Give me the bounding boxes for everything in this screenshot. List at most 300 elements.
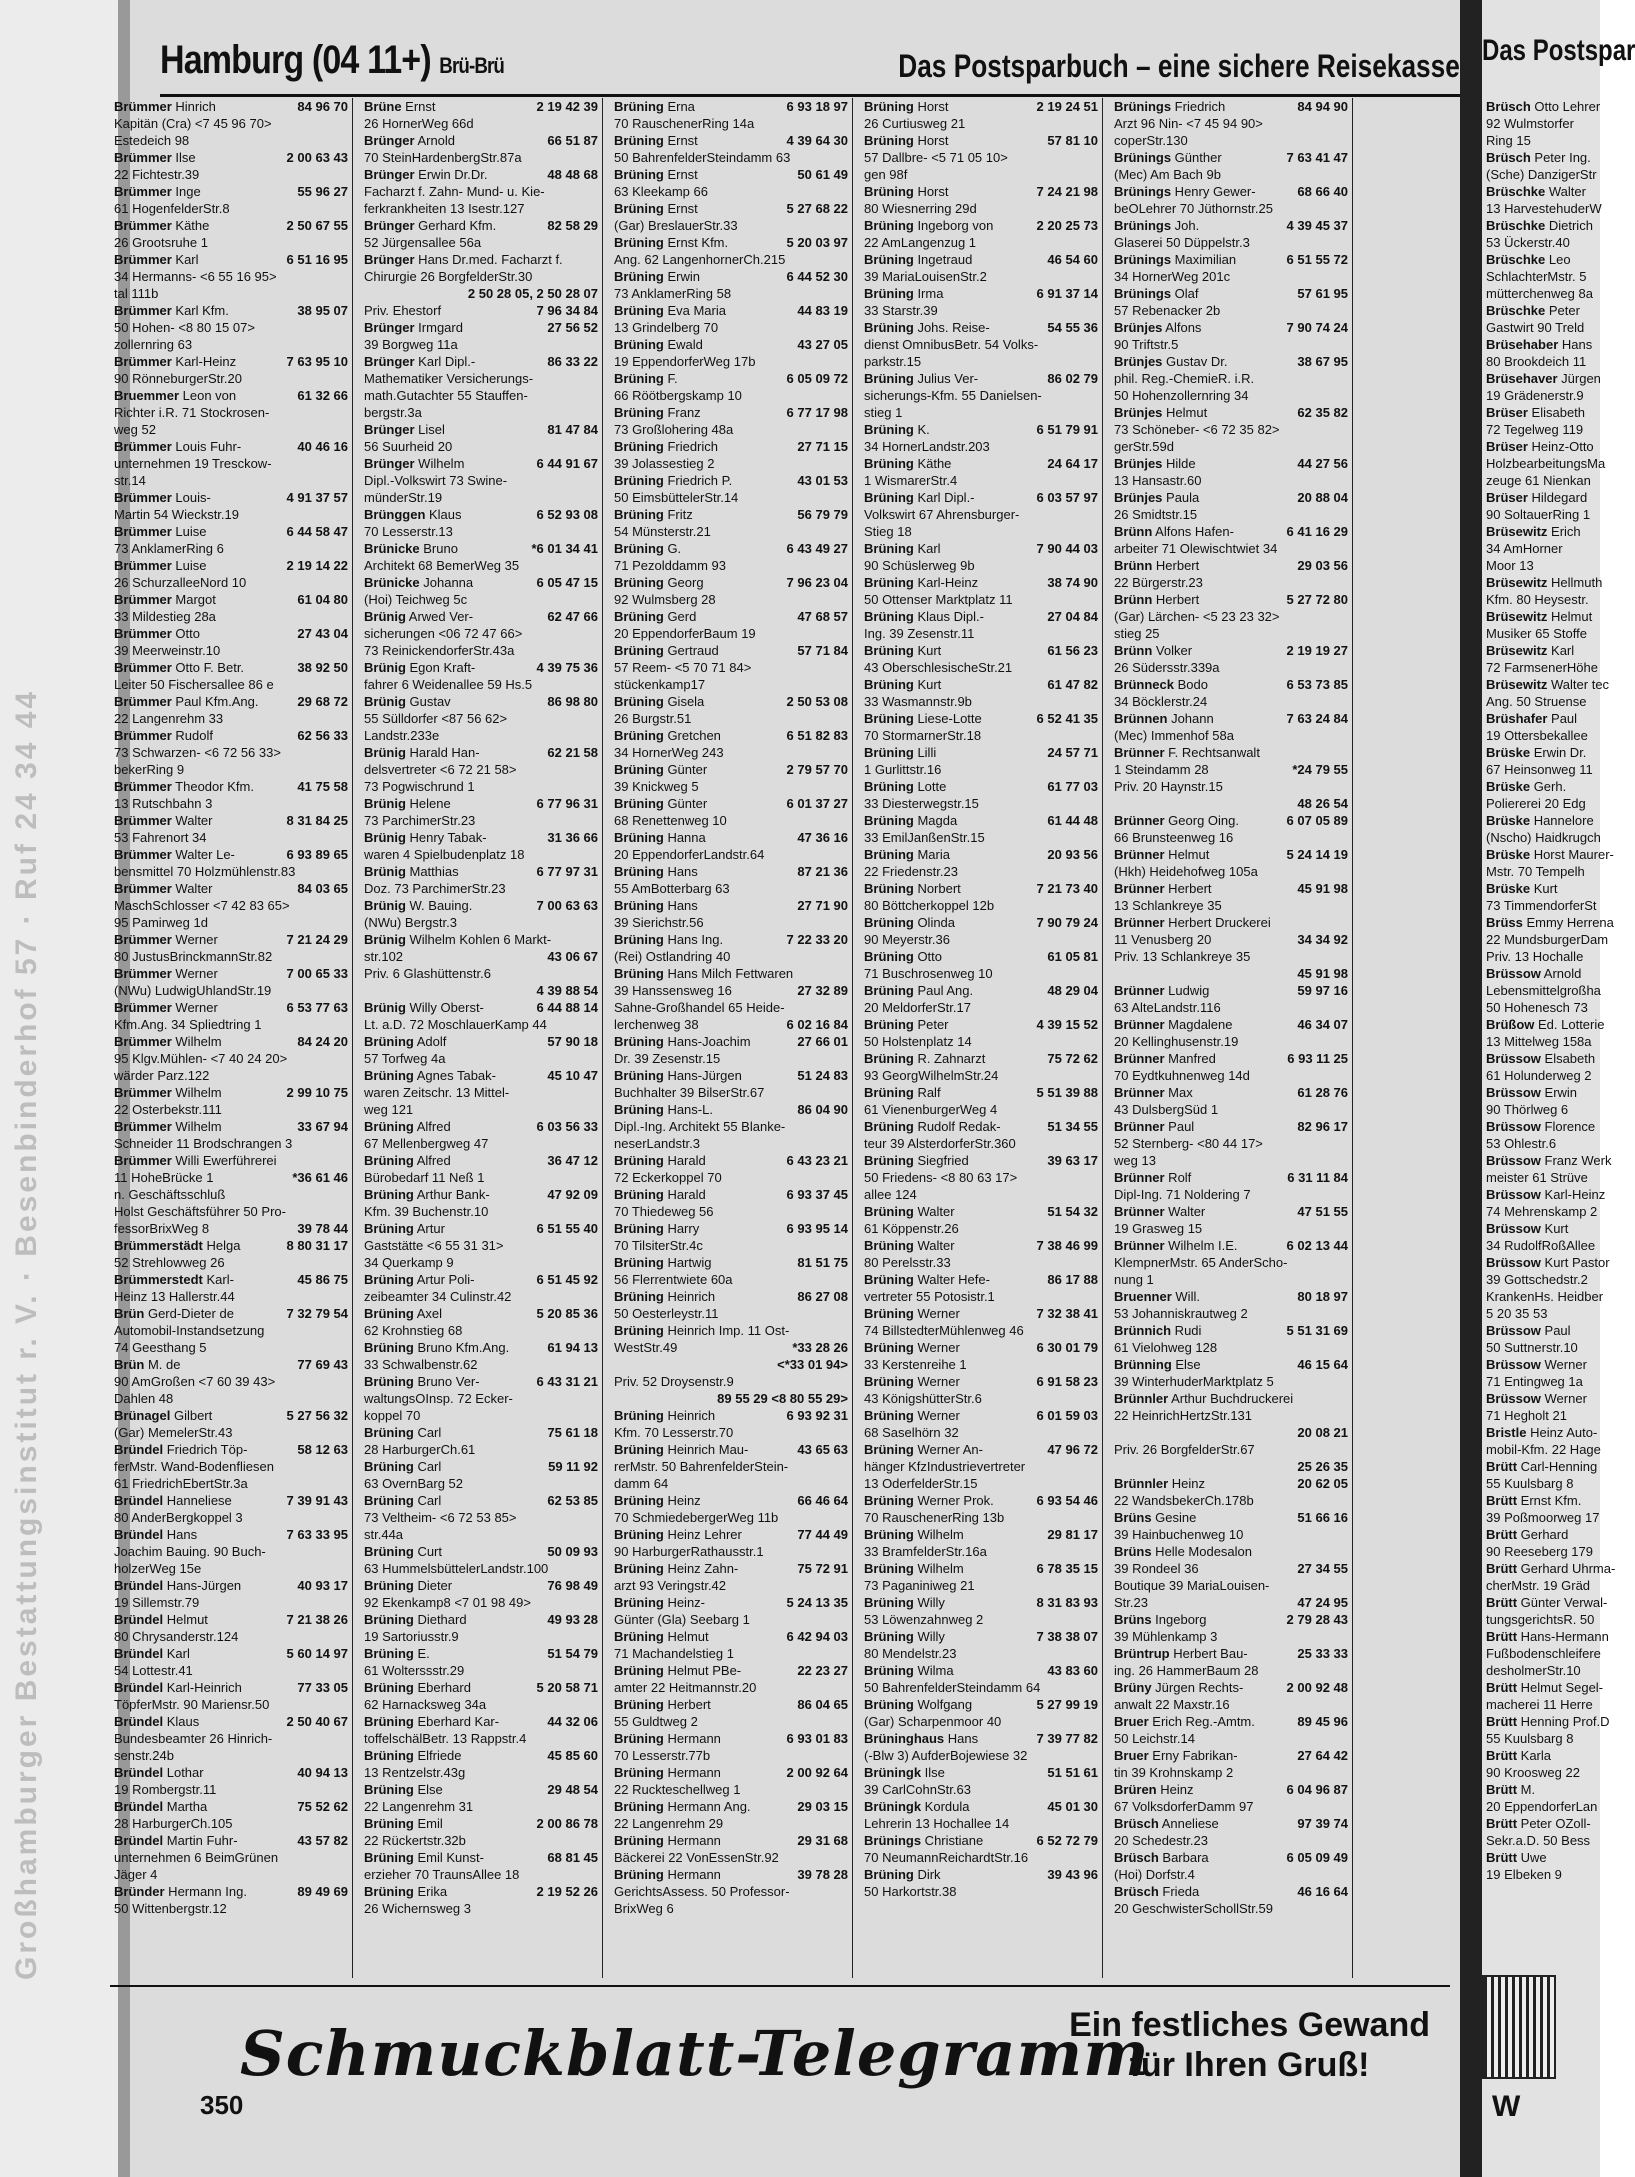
entry-details: 1 Steindamm 28 [1114, 762, 1209, 777]
entry-details: Günter Verwal- [1517, 1595, 1608, 1610]
entry-surname: Brüning [614, 167, 664, 182]
entry-phone: 6 05 09 72 [786, 371, 848, 386]
directory-entry [610, 183, 852, 200]
entry-phone: 2 99 10 75 [286, 1085, 348, 1100]
entry-surname: Brüning [864, 1153, 914, 1168]
entry-surname: Brünger [364, 456, 415, 471]
entry-phone: 8 80 31 17 [286, 1238, 348, 1253]
directory-entry [110, 1900, 352, 1917]
entry-details: Dipl.-Ing. Architekt 55 Blanke- [614, 1119, 786, 1134]
directory-entry [610, 1560, 852, 1577]
entry-phone: 5 60 14 97 [286, 1646, 348, 1661]
entry-surname: Brüning [364, 1850, 414, 1865]
directory-entry [360, 880, 602, 897]
directory-entry [1110, 1373, 1352, 1390]
entry-details: (Sche) DanzigerStr [1486, 167, 1597, 182]
entry-surname: Brümmer [114, 694, 172, 709]
entry-surname: Brüning [864, 609, 914, 624]
entry-surname: Brüning [864, 881, 914, 896]
entry-phone: *24 79 55 [1292, 762, 1348, 777]
entry-details: Emil Kunst- [413, 1850, 484, 1865]
entry-surname: Brüsch [1114, 1850, 1159, 1865]
entry-phone: 62 53 85 [547, 1493, 598, 1508]
entry-phone: 5 20 85 36 [536, 1306, 598, 1321]
entry-details: 20 EppendorferBaum 19 [614, 626, 756, 641]
entry-surname: Brüning [614, 1323, 664, 1338]
directory-entry [110, 1560, 352, 1577]
directory-entry [610, 523, 852, 540]
directory-entry [860, 778, 1102, 795]
directory-entry [610, 472, 852, 489]
directory-entry [360, 421, 602, 438]
entry-details: Fußbodenschleifere [1486, 1646, 1601, 1661]
entry-details: Hans [1558, 337, 1593, 352]
entry-phone: 27 56 52 [547, 320, 598, 335]
entry-surname: Brütt [1486, 1782, 1518, 1797]
directory-entry [860, 829, 1102, 846]
entry-surname: Brüning [864, 1306, 914, 1321]
entry-surname: Brüssow [1486, 1255, 1541, 1270]
next-page-entry [1482, 455, 1606, 472]
directory-entry [860, 897, 1102, 914]
entry-details: erzieher 70 TraunsAllee 18 [364, 1867, 520, 1882]
directory-entry [610, 727, 852, 744]
entry-surname: Brünger [364, 133, 415, 148]
directory-entry [860, 489, 1102, 506]
entry-details: Erwin [663, 269, 700, 284]
entry-details: Bundesbeamter 26 Hinrich- [114, 1731, 273, 1746]
entry-details: Else [413, 1782, 443, 1797]
directory-entry [110, 744, 352, 761]
entry-surname: Brüning [364, 1306, 414, 1321]
directory-entry [360, 727, 602, 744]
entry-details: Karl Dipl.- [414, 354, 476, 369]
entry-details: 13 Mittelweg 158a [1486, 1034, 1592, 1049]
entry-phone: 61 04 80 [297, 592, 348, 607]
directory-entry [110, 404, 352, 421]
next-page-entry [1482, 846, 1614, 863]
entry-details: Holst Geschäftsführer 50 Pro- [114, 1204, 286, 1219]
directory-entry [610, 404, 852, 421]
directory-entry [110, 132, 352, 149]
entry-details: Gaststätte <6 55 31 31> [364, 1238, 504, 1253]
entry-details: 90 Meyerstr.36 [864, 932, 950, 947]
entry-details: Gustav Dr. [1162, 354, 1228, 369]
entry-phone: 75 61 18 [547, 1425, 598, 1440]
entry-details: 33 Mildestieg 28a [114, 609, 216, 624]
entry-phone: 2 50 28 05, 2 50 28 07 [467, 286, 598, 301]
directory-entry [610, 1900, 852, 1917]
entry-details: cherMstr. 19 Gräd [1486, 1578, 1591, 1593]
directory-entry [1110, 166, 1352, 183]
entry-details: Martha [163, 1799, 208, 1814]
entry-phone: 6 05 47 15 [536, 575, 598, 590]
entry-phone: 61 05 81 [1047, 949, 1098, 964]
entry-details: phil. Reg.-ChemieR. i.R. [1114, 371, 1255, 386]
entry-details: Egon Kraft- [405, 660, 476, 675]
next-page-entry [1482, 1798, 1600, 1815]
entry-details: Dahlen 48 [114, 1391, 174, 1406]
entry-phone: 22 23 27 [797, 1663, 848, 1678]
entry-details: Kfm. 39 Buchenstr.10 [364, 1204, 489, 1219]
entry-surname: Brümmer [114, 1034, 172, 1049]
entry-details: koppel 70 [364, 1408, 421, 1423]
entry-details: Kapitän (Cra) <7 45 96 70> [114, 116, 272, 131]
entry-details: Kfm.Ang. 34 Spliedtring 1 [114, 1017, 262, 1032]
entry-surname: Brüning [614, 1102, 664, 1117]
directory-column [110, 98, 353, 1978]
entry-details: Axel [413, 1306, 443, 1321]
entry-details: Lotte [913, 779, 947, 794]
entry-surname: Brüning [614, 1527, 664, 1542]
entry-details: gen 98f [864, 167, 908, 182]
entry-surname: Brünnen [1114, 711, 1168, 726]
entry-details: senstr.24b [114, 1748, 174, 1763]
entry-details: 39 Mühlenkamp 3 [1114, 1629, 1218, 1644]
directory-entry [360, 1373, 602, 1390]
directory-entry [360, 1577, 602, 1594]
directory-entry [1110, 1407, 1352, 1424]
entry-surname: Brüning [614, 1833, 664, 1848]
entry-phone: 29 81 17 [1047, 1527, 1098, 1542]
directory-entry [1110, 846, 1352, 863]
page-number: 350 [200, 2090, 244, 2120]
entry-phone: 27 43 04 [297, 626, 348, 641]
entry-surname: Brüning [364, 1340, 414, 1355]
entry-details: Jäger 4 [114, 1867, 158, 1882]
entry-phone: 6 53 77 63 [286, 1000, 348, 1015]
directory-entry [360, 1798, 602, 1815]
entry-details: Henry Gewer- [1171, 184, 1256, 199]
directory-entry [860, 982, 1102, 999]
entry-phone: 5 27 68 22 [786, 201, 848, 216]
entry-details: Günter [663, 796, 708, 811]
directory-entry [360, 1781, 602, 1798]
entry-phone: 45 01 30 [1047, 1799, 1098, 1814]
directory-entry [860, 285, 1102, 302]
entry-details: (Gar) Lärchen- <5 23 23 32> [1114, 609, 1280, 624]
entry-details: Luise [171, 558, 207, 573]
entry-details: Wilhelm [171, 1119, 222, 1134]
entry-details: 63 HummelsbüttelerLandstr.100 [364, 1561, 549, 1576]
directory-entry [110, 1067, 352, 1084]
directory-entry [360, 948, 602, 965]
entry-surname: Brüning [614, 609, 664, 624]
directory-entry [360, 336, 602, 353]
entry-surname: Brüning [864, 779, 914, 794]
directory-entry [360, 183, 602, 200]
entry-details: 61 FriedrichEbertStr.3a [114, 1476, 248, 1491]
entry-phone: 2 79 57 70 [786, 762, 848, 777]
entry-details: Leon von [179, 388, 237, 403]
entry-details: 52 Strehlowweg 26 [114, 1255, 225, 1270]
entry-surname: Brünner [1114, 983, 1165, 998]
entry-details: Doz. 73 ParchimerStr.23 [364, 881, 506, 896]
entry-details: 90 HarburgerRathausstr.1 [614, 1544, 764, 1559]
directory-entry [360, 1016, 602, 1033]
entry-details: ing. 26 HammerBaum 28 [1114, 1663, 1259, 1678]
directory-entry [860, 183, 1102, 200]
directory-entry [860, 574, 1102, 591]
entry-details: 33 Starstr.39 [864, 303, 938, 318]
entry-surname: Brümmer [114, 524, 172, 539]
directory-entry [110, 591, 352, 608]
directory-entry [1110, 472, 1352, 489]
next-page-entry [1482, 1611, 1600, 1628]
entry-details: Werner [913, 1408, 960, 1423]
entry-details: math.Gutachter 55 Stauffen- [364, 388, 528, 403]
entry-details: KlempnerMstr. 65 AnderScho- [1114, 1255, 1288, 1270]
entry-details: Friedrich [1171, 99, 1226, 114]
entry-details: F. [663, 371, 678, 386]
entry-surname: Bründel [114, 1527, 164, 1542]
entry-surname: Brüning [864, 643, 914, 658]
entry-details: toffelschälBetr. 13 Rappstr.4 [364, 1731, 527, 1746]
entry-phone: 6 30 01 79 [1036, 1340, 1098, 1355]
entry-details: 19 Grasweg 15 [1114, 1221, 1203, 1236]
entry-details: zeibeamter 34 Culinstr.42 [364, 1289, 512, 1304]
next-page-entry [1482, 183, 1600, 200]
entry-phone: 40 93 17 [297, 1578, 348, 1593]
directory-entry [610, 1594, 852, 1611]
entry-details: Priv. 52 Droysenstr.9 [614, 1374, 734, 1389]
directory-entry [110, 1356, 352, 1373]
entry-details: Glaserei 50 Düppelstr.3 [1114, 235, 1250, 250]
entry-surname: Brüning [864, 1663, 914, 1678]
entry-details: Rudi [1171, 1323, 1202, 1338]
directory-entry [860, 948, 1102, 965]
entry-phone: 76 98 49 [547, 1578, 598, 1593]
entry-details: 13 Schlankreye 35 [1114, 898, 1222, 913]
next-page-entry [1482, 1339, 1600, 1356]
entry-surname: Brüssow [1486, 1357, 1541, 1372]
next-page-entry [1482, 659, 1600, 676]
entry-surname: Brüning [864, 1051, 914, 1066]
directory-entry [1110, 1339, 1352, 1356]
entry-surname: Brüssow [1486, 1051, 1541, 1066]
directory-entry [360, 1339, 602, 1356]
next-page-entry [1482, 1628, 1609, 1645]
entry-phone: 54 55 36 [1047, 320, 1098, 335]
entry-details: 5 20 35 53 [1486, 1306, 1548, 1321]
directory-entry [860, 676, 1102, 693]
directory-entry [610, 761, 852, 778]
entry-details: Hermann [663, 1833, 721, 1848]
directory-entry [360, 523, 602, 540]
entry-details: Schneider 11 Brodschrangen 3 [114, 1136, 293, 1151]
entry-surname: Brünner [1114, 1119, 1165, 1134]
next-page-entry [1482, 1271, 1600, 1288]
entry-details: Hans [944, 1731, 979, 1746]
entry-details: 80 Wiesnerring 29d [864, 201, 977, 216]
entry-phone: 86 33 22 [547, 354, 598, 369]
entry-surname: Brüning [614, 1697, 664, 1712]
entry-details: 22 HeinrichHertzStr.131 [1114, 1408, 1253, 1423]
entry-phone: 27 71 15 [797, 439, 848, 454]
directory-entry [110, 1033, 352, 1050]
entry-details: Paul Ang. [913, 983, 974, 998]
directory-entry [610, 149, 852, 166]
directory-entry [860, 506, 1102, 523]
entry-details: 39 Rondeel 36 [1114, 1561, 1199, 1576]
entry-surname: Brüning [364, 1646, 414, 1661]
entry-details: Bruno Ver- [413, 1374, 480, 1389]
directory-entry [860, 727, 1102, 744]
entry-details: Dipl-Ing. 71 Noldering 7 [1114, 1187, 1251, 1202]
directory-entry [110, 727, 352, 744]
entry-details: 74 BillstedterMühlenweg 46 [864, 1323, 1024, 1338]
entry-phone: 61 56 23 [1047, 643, 1098, 658]
directory-entry [1110, 948, 1352, 965]
entry-details: 22 Ruckteschellweg 1 [614, 1782, 741, 1797]
directory-entry [610, 1815, 852, 1832]
directory-entry [360, 1849, 602, 1866]
entry-details: Gerh. [1530, 779, 1567, 794]
directory-entry [610, 1169, 852, 1186]
entry-details: 71 Machandelstieg 1 [614, 1646, 734, 1661]
entry-details: Wilhelm [913, 1527, 964, 1542]
directory-entry [110, 115, 352, 132]
directory-entry [1110, 132, 1352, 149]
entry-details: weg 121 [364, 1102, 414, 1117]
directory-entry [610, 1271, 852, 1288]
entry-phone: 48 29 04 [1047, 983, 1098, 998]
entry-details: 71 Pezolddamm 93 [614, 558, 727, 573]
entry-details: Werner [913, 1340, 960, 1355]
entry-details: Sekr.a.D. 50 Bess [1486, 1833, 1591, 1848]
entry-surname: Brüning [614, 1731, 664, 1746]
directory-entry [1110, 1543, 1352, 1560]
directory-entry [360, 1628, 602, 1645]
entry-surname: Brümmer [114, 881, 172, 896]
entry-phone: 7 00 63 63 [536, 898, 598, 913]
entry-surname: Brüsewitz [1486, 575, 1548, 590]
directory-entry [110, 1713, 352, 1730]
directory-entry [860, 1815, 1102, 1832]
directory-entry [360, 404, 602, 421]
entry-details: Joachim Bauing. 90 Buch- [114, 1544, 266, 1559]
directory-entry [1110, 1560, 1352, 1577]
entry-phone: 7 90 74 24 [1286, 320, 1348, 335]
entry-details: Boutique 39 MariaLouisen- [1114, 1578, 1270, 1593]
next-page-entry [1482, 693, 1600, 710]
entry-details: Matthias [405, 864, 459, 879]
entry-surname: Brüning [364, 1544, 414, 1559]
entry-details: Priv. 13 Schlankreye 35 [1114, 949, 1251, 964]
entry-surname: Brüschke [1486, 252, 1546, 267]
directory-entry [610, 608, 852, 625]
entry-details: 50 EimsbüttelerStr.14 [614, 490, 739, 505]
entry-details: allee 124 [864, 1187, 917, 1202]
entry-phone: 68 81 45 [547, 1850, 598, 1865]
directory-entry [110, 149, 352, 166]
entry-details: mobil-Kfm. 22 Hage [1486, 1442, 1601, 1457]
entry-details: Ernst Kfm. [663, 235, 729, 250]
entry-phone: 7 21 73 40 [1036, 881, 1098, 896]
entry-details: 57 Dallbre- <5 71 05 10> [864, 150, 1008, 165]
entry-phone: 48 48 68 [547, 167, 598, 182]
entry-surname: Bruemmer [114, 388, 180, 403]
entry-details: 72 FarmsenerHöhe [1486, 660, 1598, 675]
entry-surname: Brümmer [114, 626, 172, 641]
directory-entry [110, 200, 352, 217]
entry-details: Harald [663, 1153, 706, 1168]
next-page-entry [1482, 1390, 1600, 1407]
entry-surname: Brüning [864, 1408, 914, 1423]
entry-phone: 51 66 16 [1297, 1510, 1348, 1525]
entry-details: 73 ReinickendorferStr.43a [364, 643, 515, 658]
entry-details: Gretchen [663, 728, 721, 743]
directory-entry [610, 421, 852, 438]
directory-entry [610, 1050, 852, 1067]
entry-details: Arnold [414, 133, 456, 148]
entry-details: Werner [171, 932, 218, 947]
entry-details: rerMstr. 50 BahrenfelderStein- [614, 1459, 789, 1474]
directory-entry [110, 1101, 352, 1118]
entry-surname: Bründel [114, 1799, 164, 1814]
directory-entry [860, 251, 1102, 268]
entry-surname: Brütt [1486, 1714, 1518, 1729]
directory-entry [360, 200, 602, 217]
entry-details: Günther [1171, 150, 1222, 165]
entry-phone: 86 04 65 [797, 1697, 848, 1712]
entry-details: 52 Sternberg- <80 44 17> [1114, 1136, 1263, 1151]
directory-entry [860, 1339, 1102, 1356]
directory-entry [1110, 1203, 1352, 1220]
directory-entry [610, 1101, 852, 1118]
entry-phone: 6 43 49 27 [786, 541, 848, 556]
entry-phone: 4 39 45 37 [1286, 218, 1348, 233]
entry-details: mütterchenweg 8a [1486, 286, 1593, 301]
directory-entry [860, 710, 1102, 727]
entry-details: 22 MundsburgerDam [1486, 932, 1609, 947]
directory-entry [360, 98, 602, 115]
directory-entry [1110, 693, 1352, 710]
entry-surname: Brüning [614, 1068, 664, 1083]
entry-surname: Brütt [1486, 1527, 1518, 1542]
directory-entry [610, 1135, 852, 1152]
directory-entry [860, 1560, 1102, 1577]
entry-surname: Brünner [1114, 881, 1165, 896]
directory-entry [110, 1441, 352, 1458]
directory-entry [1110, 115, 1352, 132]
directory-entry [360, 1390, 602, 1407]
entry-details: Karl [171, 252, 199, 267]
directory-entry [610, 1492, 852, 1509]
directory-entry [860, 1696, 1102, 1713]
entry-surname: Brüske [1486, 813, 1531, 828]
directory-entry [610, 1067, 852, 1084]
entry-details: 57 Reem- <5 70 71 84> [614, 660, 752, 675]
entry-phone: 2 00 86 78 [536, 1816, 598, 1831]
entry-surname: Brünig [364, 1000, 406, 1015]
entry-surname: Brüning [864, 320, 914, 335]
directory-entry [610, 1186, 852, 1203]
entry-details: Kfm. 80 Heysestr. [1486, 592, 1589, 607]
entry-details: Hans [663, 898, 698, 913]
entry-surname: Brüning [614, 1221, 664, 1236]
directory-entry [860, 1849, 1102, 1866]
directory-entry [610, 829, 852, 846]
entry-details: 61 Holunderweg 2 [1486, 1068, 1592, 1083]
entry-details: Priv. Ehestorf [364, 303, 442, 318]
entry-phone: 45 85 60 [547, 1748, 598, 1763]
entry-details: Adolf [413, 1034, 447, 1049]
entry-surname: Brüny [1114, 1680, 1152, 1695]
directory-entry [110, 1543, 352, 1560]
entry-details: Gerhard Kfm. [414, 218, 497, 233]
entry-details: 50 Wittenbergstr.12 [114, 1901, 227, 1916]
